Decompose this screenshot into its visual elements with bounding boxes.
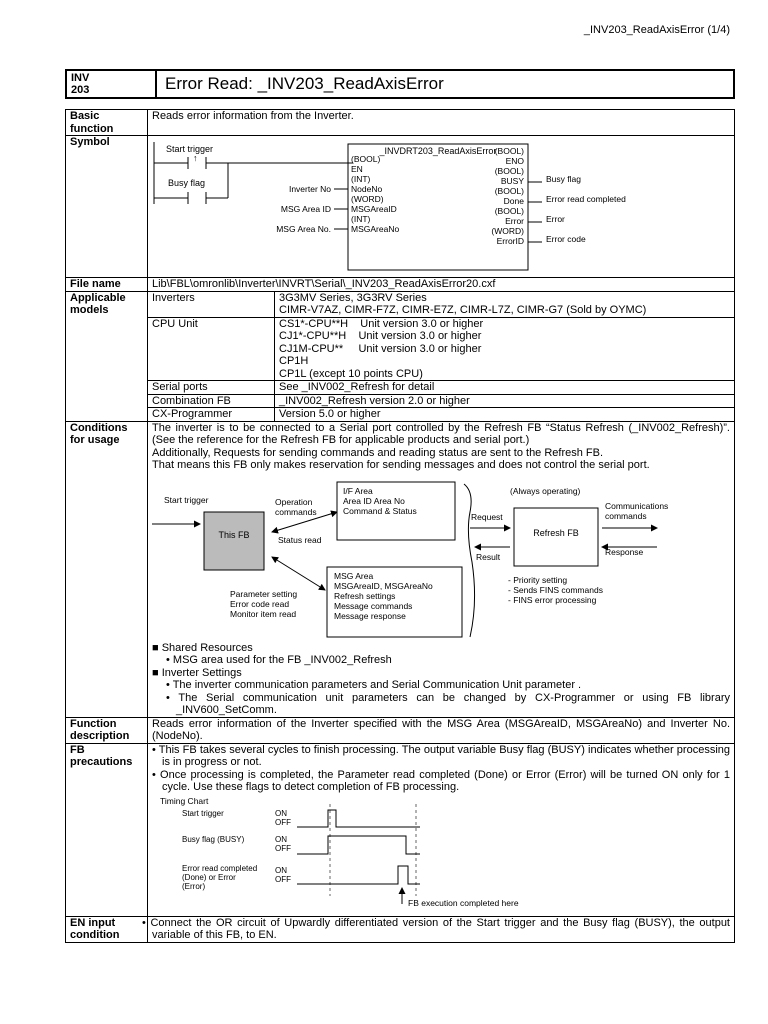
page-header: _INV203_ReadAxisError (1/4)	[583, 24, 730, 36]
file-name-label: File name	[66, 278, 148, 292]
svg-text:↑: ↑	[193, 153, 198, 163]
page-title: Error Read: _INV203_ReadAxisError	[165, 74, 444, 93]
shared-resources-item: • MSG area used for the FB _INV002_Refresh	[166, 654, 392, 666]
fb-name: _INVDRT203_ReadAxisError	[379, 146, 497, 156]
output-name: Error	[505, 216, 524, 226]
response-label: Response	[605, 546, 644, 557]
output-type: (BOOL)	[494, 166, 524, 176]
applicable-row	[148, 317, 734, 381]
status-read-label: Status read	[278, 534, 322, 545]
always-operating-label: (Always operating)	[510, 485, 581, 496]
file-name-text: Lib\FBL\omronlib\Inverter\INVRT\Serial\_INV203_ReadAxisError20.cxf	[148, 278, 735, 292]
applicable-key: CPU Unit	[148, 317, 275, 381]
basic-function-label: Basic function	[66, 110, 148, 136]
basic-function-text: Reads error information from the Inverter.	[148, 110, 735, 136]
applicable-models-table	[148, 292, 734, 421]
applicable-row	[148, 394, 734, 408]
shared-resources-heading: ■ Shared Resources	[152, 641, 253, 654]
refresh-flow-diagram	[152, 472, 714, 642]
function-description-label: Function description	[66, 717, 148, 743]
symbol-cell	[148, 136, 735, 278]
applicable-key: Serial ports	[148, 381, 275, 395]
applicable-value: CS1*-CPU**H Unit version 3.0 or higher CJ1*-CPU**H Unit version 3.0 or higher CJ1M-CPU** Unit version 3.0 or higher CP1H CP1L (except 10 points CPU)	[275, 317, 735, 381]
inverter-settings-heading: ■ Inverter Settings	[152, 666, 242, 679]
this-fb-label: This FB	[218, 529, 250, 540]
inverter-settings-item1: • The inverter communication parameters and Serial Communication Unit parameter .	[166, 679, 582, 691]
input-external-label: Inverter No	[288, 184, 331, 194]
precaution-bullet-2: • Once processing is completed, the Parameter read completed (Done) or Error (Error) will be turned ON only for 1 cycle. Use these flags to detect completion of FB processing.	[152, 768, 730, 793]
output-type: (BOOL)	[494, 186, 524, 196]
applicable-models-label: Applicable models	[66, 291, 148, 421]
en-input-text: • Connect the OR circuit of Upwardly differentiated version of the Start trigger and the Busy flag (BUSY), the output variable of this FB, to EN.	[148, 916, 735, 942]
conditions-label: Conditions for usage	[66, 421, 148, 717]
timing-off-label: OFF	[275, 843, 291, 853]
applicable-key: CX-Programmer	[148, 408, 275, 421]
timing-chart	[152, 794, 714, 916]
input-type: (INT)	[351, 174, 371, 184]
parameter-setting-label: Parameter setting Error code read Monitor item read	[230, 588, 298, 619]
precaution-bullet-1: • This FB takes several cycles to finish processing. The output variable Busy flag (BUSY) indicates whether processing is in progress or not.	[152, 743, 730, 768]
output-name: ErrorID	[496, 236, 524, 246]
input-name: EN	[351, 164, 363, 174]
output-external-label: Error code	[546, 234, 586, 244]
output-name: Done	[503, 196, 524, 206]
result-label: Result	[476, 551, 501, 562]
request-label: Request	[471, 511, 503, 522]
inv-number: INV 203	[67, 71, 157, 97]
spec-table	[65, 109, 735, 943]
inverter-settings-item2: • The Serial communication unit parameters can be changed by CX-Programmer or using FB library _INV600_SetComm.	[166, 691, 730, 716]
operation-commands-label: Operation commands	[275, 496, 317, 517]
input-type: (WORD)	[351, 194, 384, 204]
timing-on-label: ON	[275, 808, 287, 818]
timing-row-label: Error read completed (Done) or Error (Error)	[182, 863, 258, 891]
ladder-symbol-diagram	[148, 136, 734, 277]
output-external-label: Busy flag	[546, 174, 581, 184]
timing-note: FB execution completed here	[408, 897, 519, 908]
conditions-para2: Additionally, Requests for sending commands and reading status are sent to the Refresh FB.	[152, 446, 604, 459]
timing-off-label: OFF	[275, 874, 291, 884]
input-name: NodeNo	[351, 184, 383, 194]
input-type: (INT)	[351, 214, 371, 224]
busy-flag-label: Busy flag	[168, 178, 206, 188]
conditions-para1: The inverter is to be connected to a Serial port controlled by the Refresh FB “Status Refresh (_INV002_Refresh)”. (See the reference for the Refresh FB for applicable products and serial port.)	[152, 421, 730, 446]
refresh-fb-label: Refresh FB	[533, 527, 579, 538]
refresh-notes: - Priority setting - Sends FINS commands - FINS error processing	[508, 574, 603, 605]
input-name: MSGAreaID	[351, 204, 397, 214]
fb-precautions-cell	[148, 743, 735, 916]
output-type: (BOOL)	[494, 146, 524, 156]
timing-on-label: ON	[275, 865, 287, 875]
output-name: BUSY	[500, 176, 524, 186]
applicable-key: Combination FB	[148, 394, 275, 408]
applicable-row	[148, 408, 734, 421]
input-external-label: MSG Area ID	[280, 204, 331, 214]
input-external-label: MSG Area No.	[276, 224, 331, 234]
diagram-start-trigger: Start trigger	[164, 494, 209, 505]
timing-on-label: ON	[275, 834, 287, 844]
output-name: ENO	[505, 156, 524, 166]
applicable-value: See _INV002_Refresh for detail	[275, 381, 735, 395]
timing-row-label: Start trigger	[182, 808, 224, 818]
communications-commands-label: Communications commands	[605, 500, 669, 521]
applicable-models-cell	[148, 291, 735, 421]
title-box	[65, 69, 735, 99]
applicable-value: 3G3MV Series, 3G3RV Series CIMR-V7AZ, CIMR-F7Z, CIMR-E7Z, CIMR-L7Z, CIMR-G7 (Sold by OYMC)	[275, 292, 735, 318]
this-fb-box	[204, 512, 264, 570]
if-area-label: I/F Area Area ID Area No Command & Status	[343, 485, 417, 516]
applicable-value: _INV002_Refresh version 2.0 or higher	[275, 394, 735, 408]
output-type: (BOOL)	[494, 206, 524, 216]
applicable-row	[148, 292, 734, 318]
timing-off-label: OFF	[275, 817, 291, 827]
function-description-text: Reads error information of the Inverter specified with the MSG Area (MSGAreaID, MSGAreaNo) and Inverter No. (NodeNo).	[148, 717, 735, 743]
conditions-para3: That means this FB only makes reservation for sending messages and does not control the serial port.	[152, 459, 650, 471]
timing-row-label: Busy flag (BUSY)	[182, 834, 245, 844]
input-type: (BOOL)	[351, 154, 381, 164]
symbol-label: Symbol	[66, 136, 148, 278]
applicable-value: Version 5.0 or higher	[275, 408, 735, 421]
msg-area-label: MSG Area MSGAreaID, MSGAreaNo Refresh settings Message commands Message response	[334, 570, 433, 621]
fb-precautions-label: FB precautions	[66, 743, 148, 916]
applicable-key: Inverters	[148, 292, 275, 318]
output-external-label: Error	[546, 214, 565, 224]
en-input-label: EN input condition	[66, 916, 148, 942]
output-external-label: Error read completed	[546, 194, 626, 204]
timing-chart-title: Timing Chart	[160, 795, 209, 806]
input-name: MSGAreaNo	[351, 224, 400, 234]
applicable-row	[148, 381, 734, 395]
start-trigger-label: Start trigger	[166, 144, 214, 154]
output-type: (WORD)	[491, 226, 524, 236]
conditions-cell	[148, 421, 735, 717]
